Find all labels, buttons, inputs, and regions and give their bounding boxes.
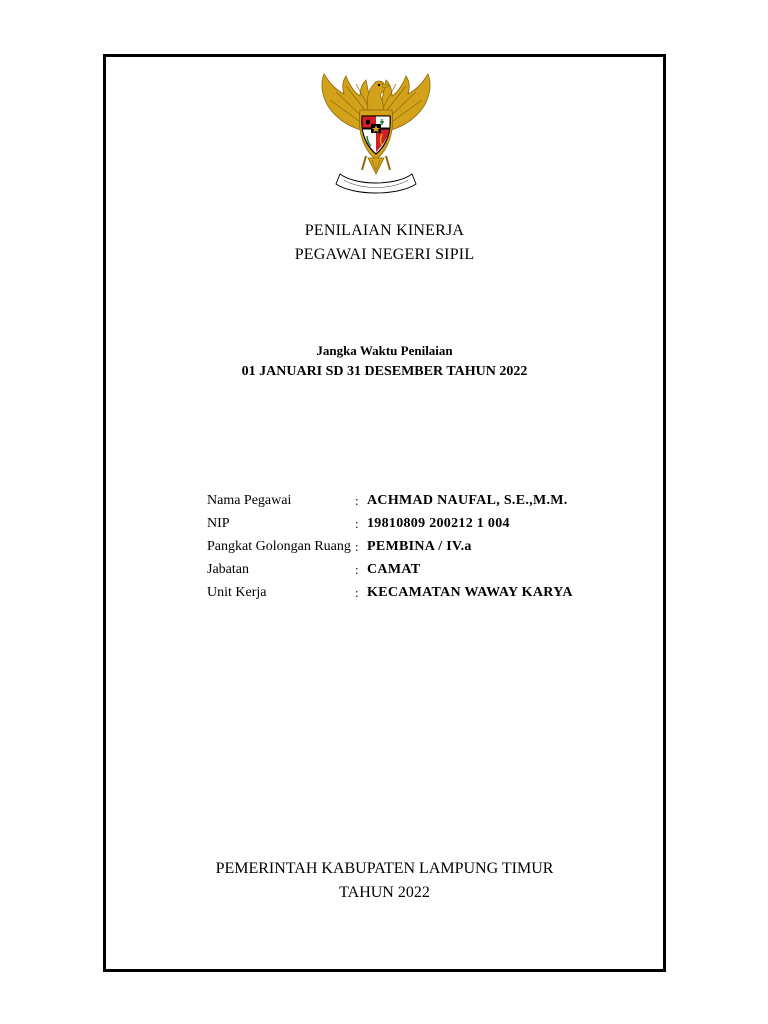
assessment-period-value: 01 JANUARI SD 31 DESEMBER TAHUN 2022 <box>241 364 528 379</box>
title-line-2: PEGAWAI NEGERI SIPIL <box>294 246 475 263</box>
info-colon: : <box>355 562 359 577</box>
info-colon: : <box>355 516 359 531</box>
info-value: KECAMATAN WAWAY KARYA <box>367 585 573 600</box>
info-label: NIP <box>207 516 230 531</box>
info-label: Unit Kerja <box>207 585 267 600</box>
info-label: Nama Pegawai <box>207 493 292 508</box>
title-line-1: PENILAIAN KINERJA <box>304 222 465 239</box>
assessment-period-label: Jangka Waktu Penilaian <box>316 343 453 358</box>
info-value: 19810809 200212 1 004 <box>367 516 510 531</box>
info-label: Jabatan <box>207 562 249 577</box>
info-colon: : <box>355 539 359 554</box>
info-colon: : <box>355 585 359 600</box>
info-value: CAMAT <box>367 562 421 577</box>
footer-year: TAHUN 2022 <box>339 884 430 901</box>
footer-government-name: PEMERINTAH KABUPATEN LAMPUNG TIMUR <box>215 860 554 877</box>
garuda-pancasila-emblem <box>316 70 436 196</box>
info-colon: : <box>355 493 359 508</box>
info-label: Pangkat Golongan Ruang <box>207 539 351 554</box>
info-value: ACHMAD NAUFAL, S.E.,M.M. <box>367 493 568 508</box>
info-value: PEMBINA / IV.a <box>367 539 472 554</box>
